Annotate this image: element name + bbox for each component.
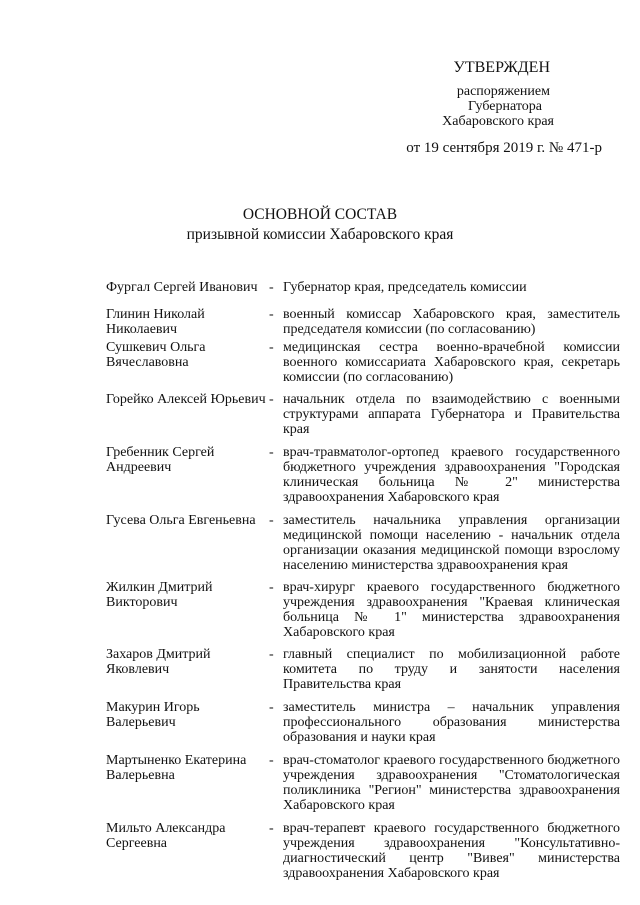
member-name: Мартыненко Екатерина Валерьевна: [106, 753, 247, 783]
member-name: Фургал Сергей Иванович: [106, 280, 258, 295]
member-name: Горейко Алексей Юрьевич: [106, 392, 266, 407]
member-role: медицинская сестра военно-врачебной комиссии военного комиссариата Хабаровского края, секретарь комиссии (по согласованию): [283, 340, 620, 385]
dash-separator: -: [269, 307, 274, 322]
member-row: [106, 280, 620, 295]
member-row: [106, 513, 620, 573]
member-row: [106, 340, 620, 385]
member-name: Гусева Ольга Евгеньевна: [106, 513, 256, 528]
member-name: Мильто Александра Сергеевна: [106, 821, 226, 851]
member-name: Глинин Николай Николаевич: [106, 307, 205, 337]
member-name: Захаров Дмитрий Яковлевич: [106, 647, 211, 677]
dash-separator: -: [269, 513, 274, 528]
member-role: Губернатор края, председатель комиссии: [283, 280, 527, 295]
approval-heading: УТВЕРЖДЕН: [453, 59, 550, 76]
dash-separator: -: [269, 280, 274, 295]
member-row: [106, 580, 620, 640]
member-role: начальник отдела по взаимодействию с военными структурами аппарата Губернатора и Правительства края: [283, 392, 620, 437]
member-row: [106, 821, 620, 881]
approval-block: [302, 58, 602, 156]
approval-line-2: Губернатора: [467, 99, 542, 114]
member-role: врач-травматолог-ортопед краевого государственного бюджетного учреждения здравоохранения "Городская клиническая больница № 2" министерства здравоохранения Хабаровского края: [283, 445, 620, 505]
title-line-2: призывной комиссии Хабаровского края: [186, 226, 454, 243]
member-role: заместитель министра – начальник управления профессионального образования министерства образования и науки края: [283, 700, 620, 745]
member-row: [106, 392, 620, 437]
member-name: Сушкевич Ольга Вячеславовна: [106, 340, 206, 370]
member-role: военный комиссар Хабаровского края, заместитель председателя комиссии (по согласованию): [283, 307, 620, 337]
member-role: главный специалист по мобилизационной работе комитета по труду и занятости населения Правительства края: [283, 647, 620, 692]
member-row: [106, 647, 620, 692]
dash-separator: -: [269, 445, 274, 460]
member-role: врач-терапевт краевого государственного бюджетного учреждения здравоохранения "Консультативно-диагностический центр "Вивея" министерства здравоохранения Хабаровского края: [283, 821, 620, 881]
dash-separator: -: [269, 647, 274, 662]
member-row: [106, 307, 620, 337]
member-row: [106, 700, 620, 745]
dash-separator: -: [269, 340, 274, 355]
dash-separator: -: [269, 821, 274, 836]
member-name: Гребенник Сергей Андреевич: [106, 445, 215, 475]
dash-separator: -: [269, 392, 274, 407]
member-name: Макурин Игорь Валерьевич: [106, 700, 200, 730]
member-role: врач-хирург краевого государственного бюджетного учреждения здравоохранения "Краевая клиническая больница № 1" министерства здравоохранения Хабаровского края: [283, 580, 620, 640]
approval-line-3: Хабаровского края: [442, 114, 554, 129]
member-name: Жилкин Дмитрий Викторович: [106, 580, 213, 610]
approval-date: от 19 сентября 2019 г. № 471-р: [406, 140, 602, 156]
members-list: [106, 280, 620, 881]
member-row: [106, 445, 620, 505]
dash-separator: -: [269, 700, 274, 715]
member-row: [106, 753, 620, 813]
approval-line-1: распоряжением: [456, 84, 550, 99]
dash-separator: -: [269, 580, 274, 595]
member-role: врач-стоматолог краевого государственного бюджетного учреждения здравоохранения "Стоматологическая поликлиника "Регион" министерства здравоохранения Хабаровского края: [283, 753, 620, 813]
title-line-1: ОСНОВНОЙ СОСТАВ: [242, 206, 398, 223]
dash-separator: -: [269, 753, 274, 768]
member-role: заместитель начальника управления организации медицинской помощи населению - начальник отдела организации оказания медицинской помощи взрослому населению министерства здравоохранения края: [283, 513, 620, 573]
